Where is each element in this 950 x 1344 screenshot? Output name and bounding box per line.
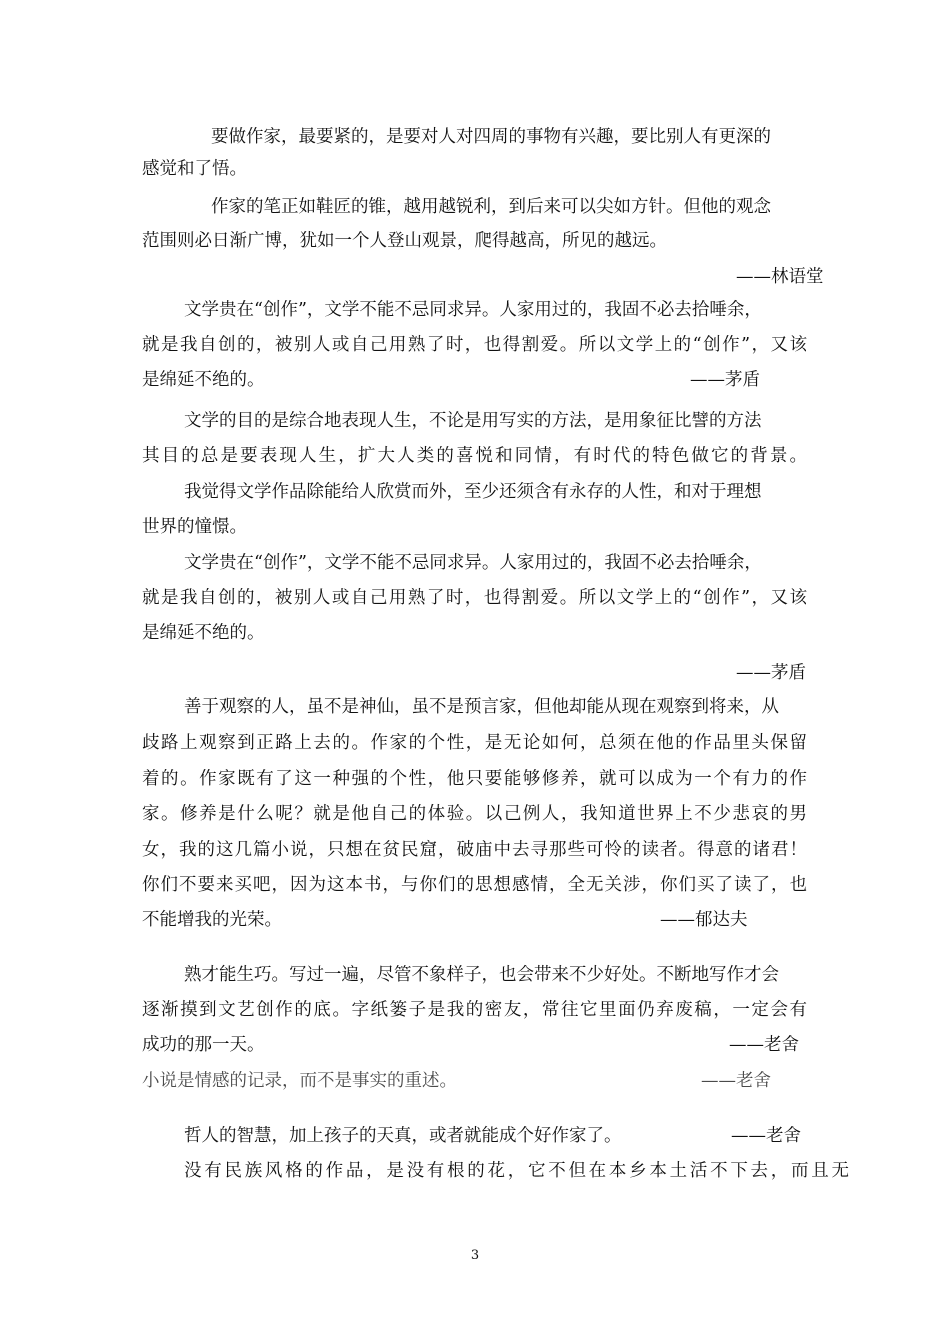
text-line: 善于观察的人，虽不是神仙，虽不是预言家，但他却能从现在观察到将来，从 [184,697,779,717]
text-line: ——老舍 [701,1071,771,1091]
page-number: 3 [470,1248,480,1263]
text-line: 不能增我的光荣。 [142,910,282,930]
text-line: ——郁达夫 [660,910,748,930]
text-line: 熟才能生巧。写过一遍，尽管不象样子，也会带来不少好处。不断地写作才会 [184,965,779,985]
text-line: 小说是情感的记录，而不是事实的重述。 [142,1071,457,1091]
text-line: 就是我自创的，被别人或自己用熟了时，也得割爱。所以文学上的“创作”，又该 [142,588,807,608]
text-line: 家。修养是什么呢？就是他自己的体验。以己例人，我知道世界上不少悲哀的男 [142,804,807,824]
text-line: ——老舍 [729,1035,799,1055]
text-line: 范围则必日渐广博，犹如一个人登山观景，爬得越高，所见的越远。 [142,231,667,251]
text-line: 歧路上观察到正路上去的。作家的个性，是无论如何，总须在他的作品里头保留 [142,733,807,753]
text-line: ——林语堂 [736,267,824,287]
text-line: 要做作家，最要紧的，是要对人对四周的事物有兴趣，要比别人有更深的 [211,127,771,147]
text-line: 文学贵在“创作”，文学不能不忌同求异。人家用过的，我固不必去拾唾余， [184,300,762,320]
text-line: 感觉和了悟。 [142,159,247,179]
text-line: 世界的憧憬。 [142,517,247,537]
text-line: 其目的总是要表现人生，扩大人类的喜悦和同情，有时代的特色做它的背景。 [142,446,807,466]
text-line: ——老舍 [731,1126,801,1146]
text-line: 就是我自创的，被别人或自己用熟了时，也得割爱。所以文学上的“创作”，又该 [142,335,807,355]
text-line: 文学的目的是综合地表现人生，不论是用写实的方法，是用象征比譬的方法 [184,411,762,431]
text-line: 逐渐摸到文艺创作的底。字纸篓子是我的密友，常往它里面仍弃废稿，一定会有 [142,1000,807,1020]
text-line: 我觉得文学作品除能给人欣赏而外，至少还须含有永存的人性，和对于理想 [184,482,762,502]
text-line: 没有民族风格的作品，是没有根的花，它不但在本乡本土活不下去，而且无 [184,1161,849,1181]
text-line: ——茅盾 [690,370,760,390]
text-line: 哲人的智慧，加上孩子的天真，或者就能成个好作家了。 [184,1126,622,1146]
text-line: 文学贵在“创作”，文学不能不忌同求异。人家用过的，我固不必去拾唾余， [184,553,762,573]
text-line: 是绵延不绝的。 [142,623,265,643]
text-line: 你们不要来买吧，因为这本书，与你们的思想感情，全无关涉，你们买了读了，也 [142,875,807,895]
text-line: 女，我的这几篇小说，只想在贫民窟，破庙中去寻那些可怜的读者。得意的诸君！ [142,840,807,860]
text-line: 成功的那一天。 [142,1035,265,1055]
text-line: 是绵延不绝的。 [142,370,265,390]
text-line: 着的。作家既有了这一种强的个性，他只要能够修养，就可以成为一个有力的作 [142,769,807,789]
text-line: ——茅盾 [736,663,806,683]
text-line: 作家的笔正如鞋匠的锥，越用越锐利，到后来可以尖如方针。但他的观念 [211,197,771,217]
